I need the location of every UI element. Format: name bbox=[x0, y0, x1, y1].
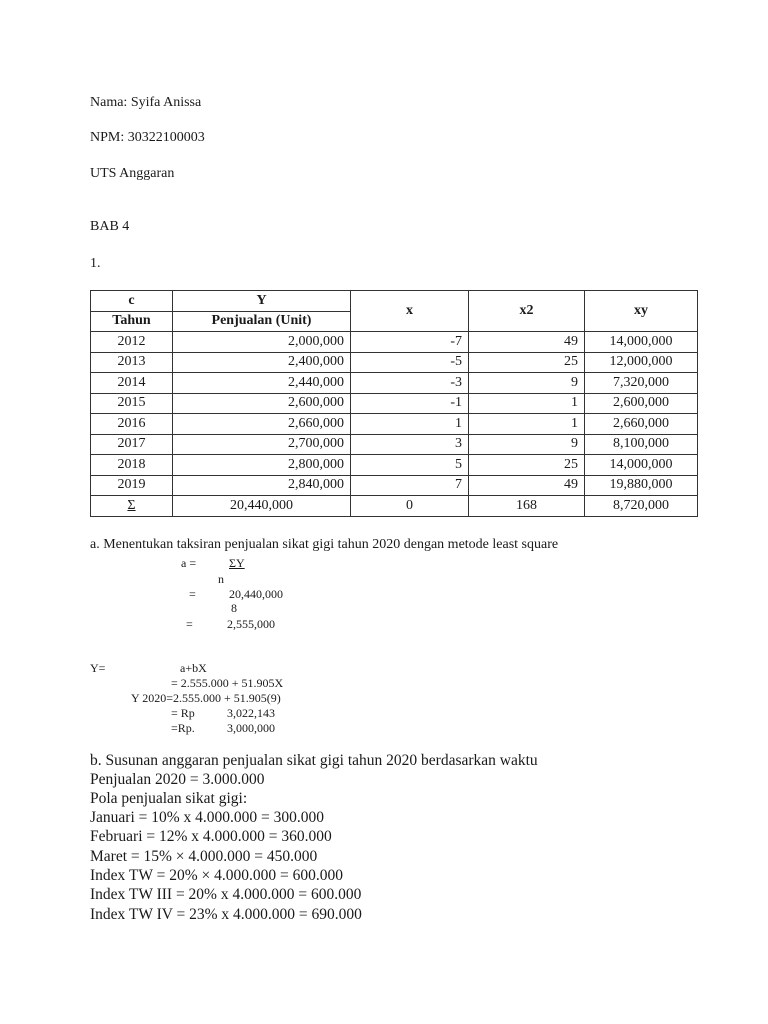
exam-title: UTS Anggaran bbox=[90, 166, 175, 181]
table-row bbox=[91, 414, 698, 435]
a-equals: a = bbox=[181, 556, 197, 570]
count-denominator: 8 bbox=[231, 601, 237, 615]
cell-xy: 14,000,000 bbox=[585, 332, 698, 353]
cell-sales: 2,660,000 bbox=[173, 414, 351, 435]
budget-index-tw-iii: Index TW III = 20% x 4.000.000 = 600.000 bbox=[90, 886, 362, 903]
header-y: Y bbox=[173, 291, 351, 312]
cell-sales: 2,000,000 bbox=[173, 332, 351, 353]
cell-year: 2016 bbox=[91, 414, 173, 435]
table-header-row bbox=[91, 291, 698, 312]
rounded-rp-value: 3,000,000 bbox=[227, 721, 275, 735]
cell-x: 5 bbox=[351, 455, 469, 476]
part-b-title: b. Susunan anggaran penjualan sikat gigi tahun 2020 berdasarkan waktu bbox=[90, 752, 538, 769]
header-xy: xy bbox=[585, 291, 698, 332]
header-x: x bbox=[351, 291, 469, 332]
y-formula: a+bX bbox=[180, 661, 207, 675]
equals-sign: = bbox=[186, 617, 193, 631]
cell-year: 2018 bbox=[91, 455, 173, 476]
forecast-line: Y 2020=2.555.000 + 51.905(9) bbox=[131, 691, 281, 705]
cell-x: -1 bbox=[351, 393, 469, 414]
cell-x: -5 bbox=[351, 352, 469, 373]
cell-sales: 2,600,000 bbox=[173, 393, 351, 414]
cell-xy: 7,320,000 bbox=[585, 373, 698, 394]
rounded-rp-label: =Rp. bbox=[171, 721, 195, 735]
cell-x2: 9 bbox=[469, 373, 585, 394]
budget-february: Februari = 12% x 4.000.000 = 360.000 bbox=[90, 828, 332, 845]
sigma-symbol: Σ bbox=[91, 496, 173, 517]
table-row bbox=[91, 434, 698, 455]
cell-year: 2014 bbox=[91, 373, 173, 394]
cell-year: 2012 bbox=[91, 332, 173, 353]
part-a-title: a. Menentukan taksiran penjualan sikat gigi tahun 2020 dengan metode least square bbox=[90, 537, 559, 552]
cell-x2: 25 bbox=[469, 455, 585, 476]
forecast-rp-label: = Rp bbox=[171, 706, 195, 720]
cell-x2: 1 bbox=[469, 393, 585, 414]
cell-sales: 2,800,000 bbox=[173, 455, 351, 476]
cell-x: -3 bbox=[351, 373, 469, 394]
total-sales: 20,440,000 bbox=[173, 496, 351, 517]
cell-year: 2015 bbox=[91, 393, 173, 414]
cell-x2: 25 bbox=[469, 352, 585, 373]
least-square-table bbox=[90, 290, 698, 517]
header-x2: x2 bbox=[469, 291, 585, 332]
cell-sales: 2,700,000 bbox=[173, 434, 351, 455]
table-total-row bbox=[91, 496, 698, 517]
cell-x2: 9 bbox=[469, 434, 585, 455]
budget-index-tw: Index TW = 20% × 4.000.000 = 600.000 bbox=[90, 867, 343, 884]
header-penjualan: Penjualan (Unit) bbox=[173, 311, 351, 332]
sigma-y: ΣY bbox=[229, 556, 245, 570]
cell-sales: 2,440,000 bbox=[173, 373, 351, 394]
cell-x2: 1 bbox=[469, 414, 585, 435]
table-row bbox=[91, 352, 698, 373]
cell-xy: 12,000,000 bbox=[585, 352, 698, 373]
cell-x: 3 bbox=[351, 434, 469, 455]
cell-x2: 49 bbox=[469, 332, 585, 353]
cell-sales: 2,400,000 bbox=[173, 352, 351, 373]
forecast-rp-value: 3,022,143 bbox=[227, 706, 275, 720]
table-row bbox=[91, 455, 698, 476]
cell-x: 7 bbox=[351, 475, 469, 496]
table-row bbox=[91, 393, 698, 414]
cell-year: 2017 bbox=[91, 434, 173, 455]
cell-x2: 49 bbox=[469, 475, 585, 496]
equals-sign: = bbox=[189, 587, 196, 601]
sum-value: 20,440,000 bbox=[229, 587, 283, 601]
header-c: c bbox=[91, 291, 173, 312]
y-label: Y= bbox=[90, 661, 106, 675]
total-xy: 8,720,000 bbox=[585, 496, 698, 517]
total-x: 0 bbox=[351, 496, 469, 517]
header-tahun: Tahun bbox=[91, 311, 173, 332]
cell-x: 1 bbox=[351, 414, 469, 435]
budget-march: Maret = 15% × 4.000.000 = 450.000 bbox=[90, 848, 318, 865]
table-row bbox=[91, 475, 698, 496]
sales-2020: Penjualan 2020 = 3.000.000 bbox=[90, 771, 265, 788]
cell-sales: 2,840,000 bbox=[173, 475, 351, 496]
cell-xy: 2,660,000 bbox=[585, 414, 698, 435]
budget-january: Januari = 10% x 4.000.000 = 300.000 bbox=[90, 809, 325, 826]
question-number: 1. bbox=[90, 256, 101, 271]
a-value: 2,555,000 bbox=[227, 617, 275, 631]
cell-xy: 14,000,000 bbox=[585, 455, 698, 476]
sales-pattern-heading: Pola penjualan sikat gigi: bbox=[90, 790, 248, 807]
cell-x: -7 bbox=[351, 332, 469, 353]
total-x2: 168 bbox=[469, 496, 585, 517]
student-name: Nama: Syifa Anissa bbox=[90, 95, 202, 110]
cell-xy: 19,880,000 bbox=[585, 475, 698, 496]
cell-year: 2019 bbox=[91, 475, 173, 496]
table-row bbox=[91, 373, 698, 394]
table-row bbox=[91, 332, 698, 353]
cell-xy: 2,600,000 bbox=[585, 393, 698, 414]
chapter-heading: BAB 4 bbox=[90, 219, 130, 234]
cell-year: 2013 bbox=[91, 352, 173, 373]
regression-line: = 2.555.000 + 51.905X bbox=[171, 676, 284, 690]
budget-index-tw-iv: Index TW IV = 23% x 4.000.000 = 690.000 bbox=[90, 906, 362, 923]
n-denominator: n bbox=[218, 572, 224, 586]
cell-xy: 8,100,000 bbox=[585, 434, 698, 455]
student-npm: NPM: 30322100003 bbox=[90, 130, 205, 145]
